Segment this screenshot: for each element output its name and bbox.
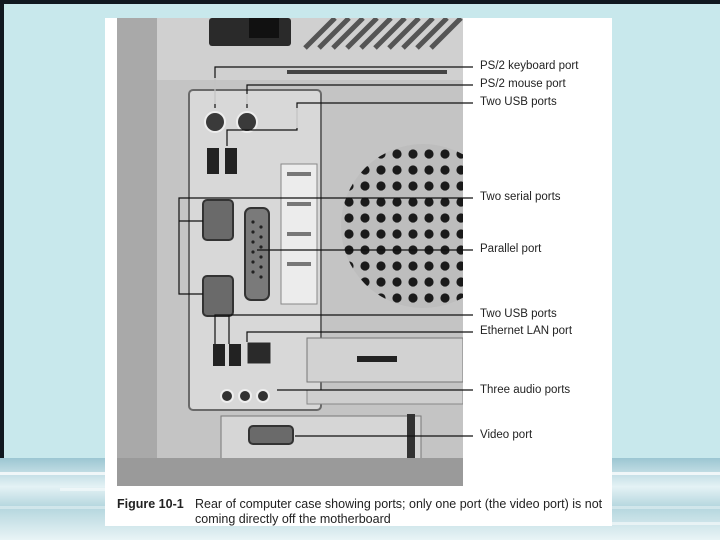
label-two-serial-ports: Two serial ports [480, 191, 561, 203]
label-ps2-keyboard-port: PS/2 keyboard port [480, 60, 579, 72]
callout-keyboard [215, 67, 473, 108]
label-two-usb-ports-bottom: Two USB ports [480, 308, 557, 320]
left-border [0, 0, 4, 460]
label-three-audio-ports: Three audio ports [480, 384, 571, 396]
label-ps2-mouse-port: PS/2 mouse port [480, 78, 566, 90]
top-border [0, 0, 720, 4]
label-parallel-port: Parallel port [480, 243, 542, 255]
label-two-usb-ports-top: Two USB ports [480, 96, 557, 108]
figure-number: Figure 10-1 [117, 497, 184, 511]
figure-caption-text: Rear of computer case showing ports; only one port (the video port) is not coming directly off the motherboard [195, 497, 603, 526]
callout-lower-usb [215, 315, 473, 344]
figure-panel [105, 18, 612, 526]
callout-serial [179, 198, 473, 294]
label-ethernet-lan-port: Ethernet LAN port [480, 325, 573, 337]
callout-mouse [247, 85, 473, 108]
callout-lines [105, 18, 612, 526]
callout-ethernet [247, 332, 473, 342]
callout-top-usb [227, 103, 473, 146]
label-video-port: Video port [480, 429, 533, 441]
